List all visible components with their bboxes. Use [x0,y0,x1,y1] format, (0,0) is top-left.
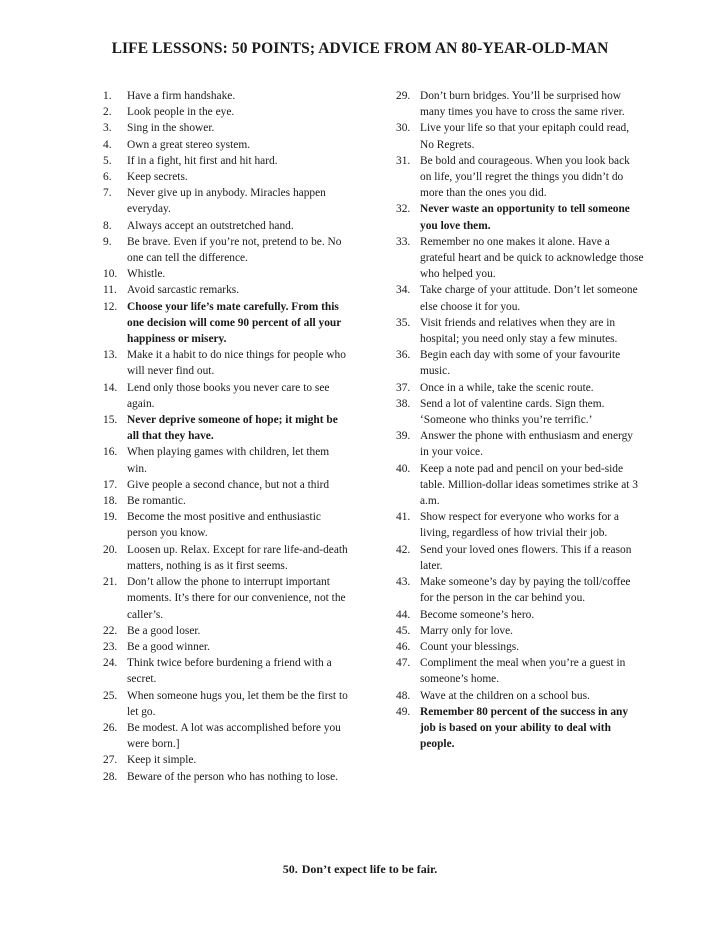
list-item [103,299,351,348]
item-number: 12. [103,300,118,313]
item-text: Send a lot of valentine cards. Sign them. ‘Someone who thinks you’re terrific.’ [420,397,605,427]
list-item [103,412,351,444]
item-text: Become the most positive and enthusiastic person you know. [127,511,321,540]
list-item [396,623,644,639]
page-title: LIFE LESSONS: 50 POINTS; ADVICE FROM AN 80-YEAR-OLD-MAN [111,40,609,57]
item-number: 25. [103,689,118,702]
list-item [103,234,351,266]
list-item [103,752,351,768]
item-number: 28. [103,770,118,783]
item-number: 34. [396,284,411,297]
item-number: 33. [396,235,411,248]
item-text: Never deprive someone of hope; it might be all that they have. [127,414,338,443]
item-text: Be a good loser. [127,624,201,637]
final-lesson-text: Don’t expect life to be fair. [301,862,438,876]
item-number: 49. [396,705,411,718]
item-number: 42. [396,543,411,556]
item-number: 10. [103,268,118,281]
item-number: 9. [103,235,112,248]
item-number: 27. [103,754,118,767]
item-text: Don’t allow the phone to interrupt important moments. It’s there for our convenience, not the caller’s. [127,576,346,621]
item-text: Remember 80 percent of the success in any job is based on your ability to deal with people. [420,705,629,751]
item-text: Lend only those books you never care to see again. [127,381,330,410]
list-item [103,266,351,282]
item-number: 6. [103,171,112,184]
item-number: 13. [103,349,118,362]
item-text: Beware of the person who has nothing to lose. [127,770,338,783]
item-text: Don’t burn bridges. You’ll be surprised how many times you have to cross the same river. [420,90,625,119]
final-lesson-number: 50. [282,862,298,876]
item-text: Avoid sarcastic remarks. [127,284,240,297]
item-number: 20. [103,543,118,556]
list-item [103,639,351,655]
item-number: 43. [396,576,411,589]
item-number: 8. [103,219,112,232]
list-item [396,461,644,510]
list-item [103,769,351,785]
item-number: 5. [103,154,112,167]
list-item [103,218,351,234]
item-number: 48. [396,689,411,702]
list-item [396,347,644,379]
list-item [103,720,351,752]
item-number: 44. [396,608,411,621]
item-number: 47. [396,657,411,670]
list-item [396,88,644,120]
list-item [103,509,351,541]
item-text: Sing in the shower. [127,122,215,135]
item-text: Own a great stereo system. [127,138,251,151]
item-text: Never give up in anybody. Miracles happen everyday. [127,187,326,216]
list-item [396,282,644,314]
item-number: 40. [396,462,411,475]
final-lesson [0,862,720,877]
list-item [103,137,351,153]
item-text: Be a good winner. [127,640,210,653]
list-item [396,509,644,541]
list-item [396,380,644,396]
list-item [103,282,351,298]
list-item [103,104,351,120]
item-number: 30. [396,122,411,135]
item-text: Take charge of your attitude. Don’t let someone else choose it for you. [420,284,638,313]
item-number: 35. [396,316,411,329]
list-item [103,347,351,379]
item-text: Choose your life’s mate carefully. From this one decision will come 90 percent of all your happiness or misery. [127,300,342,346]
item-text: Keep a note pad and pencil on your bed-side table. Million-dollar ideas sometimes strike at 3 a.m. [420,462,638,508]
item-text: Have a firm handshake. [127,90,236,102]
item-text: Count your blessings. [420,640,520,653]
item-text: Loosen up. Relax. Except for rare life-and-death matters, nothing is as it first seems. [127,543,348,572]
list-item [103,120,351,136]
item-text: Send your loved ones flowers. This if a reason later. [420,543,632,572]
item-text: When someone hugs you, let them be the first to let go. [127,689,348,718]
list-item [103,574,351,623]
item-number: 18. [103,495,118,508]
item-number: 45. [396,624,411,637]
item-text: Be romantic. [127,495,186,508]
list-item [396,688,644,704]
item-number: 29. [396,90,411,102]
item-text: Visit friends and relatives when they are in hospital; you need only stay a few minutes. [420,316,618,346]
item-number: 3. [103,122,112,135]
item-text: Keep it simple. [127,754,197,767]
list-item [396,153,644,202]
list-item [396,234,644,283]
list-item [103,477,351,493]
item-number: 31. [396,154,411,167]
item-text: Whistle. [127,268,166,281]
item-text: Marry only for love. [420,624,513,637]
item-number: 14. [103,381,118,394]
item-number: 39. [396,430,411,443]
item-number: 24. [103,657,118,670]
item-number: 1. [103,90,112,102]
item-text: Think twice before burdening a friend with a secret. [127,657,332,686]
item-text: Become someone’s hero. [420,608,535,621]
item-number: 22. [103,624,118,637]
item-text: Always accept an outstretched hand. [127,219,294,232]
item-number: 15. [103,414,118,427]
item-text: Remember no one makes it alone. Have a grateful heart and be quick to acknowledge those who helped you. [420,235,644,281]
item-number: 19. [103,511,118,524]
list-item [396,201,644,233]
item-text: Wave at the children on a school bus. [420,689,590,702]
item-number: 26. [103,721,118,734]
list-item [103,655,351,687]
item-text: Keep secrets. [127,171,188,184]
list-item [396,428,644,460]
item-text: Be brave. Even if you’re not, pretend to be. No one can tell the difference. [127,235,342,265]
item-number: 38. [396,397,411,410]
list-item [396,542,644,574]
item-number: 21. [103,576,118,589]
list-item [396,704,644,753]
list-item [396,655,644,687]
item-text: Once in a while, take the scenic route. [420,381,594,394]
item-number: 41. [396,511,411,524]
item-number: 23. [103,640,118,653]
item-number: 46. [396,640,411,653]
item-text: Be bold and courageous. When you look back on life, you’ll regret the things you didn’t do more than the ones you did. [420,154,630,200]
item-number: 36. [396,349,411,362]
list-item [103,88,351,104]
item-text: Make it a habit to do nice things for people who will never find out. [127,349,346,378]
list-item [103,169,351,185]
list-item [103,185,351,217]
list-item [396,120,644,152]
item-number: 16. [103,446,118,459]
item-text: When playing games with children, let them win. [127,446,330,475]
item-text: Answer the phone with enthusiasm and energy in your voice. [420,430,634,459]
item-text: Compliment the meal when you’re a guest in someone’s home. [420,657,626,686]
item-number: 7. [103,187,112,200]
list-item [103,623,351,639]
item-number: 17. [103,478,118,491]
list-item [103,153,351,169]
list-item [103,688,351,720]
list-item [396,574,644,606]
item-number: 4. [103,138,112,151]
item-text: Make someone’s day by paying the toll/coffee for the person in the car behind you. [420,576,631,605]
item-text: Begin each day with some of your favourite music. [420,349,621,378]
item-text: Live your life so that your epitaph could read, No Regrets. [420,122,630,151]
item-number: 37. [396,381,411,394]
right-column [396,88,644,752]
item-number: 2. [103,106,112,119]
item-text: Give people a second chance, but not a third [127,478,330,491]
left-column [103,88,351,785]
list-item [396,607,644,623]
list-item [396,639,644,655]
list-item [396,396,644,428]
item-number: 11. [103,284,117,297]
item-text: Never waste an opportunity to tell someone you love them. [420,203,630,232]
item-text: Be modest. A lot was accomplished before you were born.] [127,721,341,751]
list-item [396,315,644,347]
list-item [103,444,351,476]
item-text: Look people in the eye. [127,106,235,119]
list-item [103,493,351,509]
list-item [103,380,351,412]
list-item [103,542,351,574]
item-number: 32. [396,203,411,216]
item-text: Show respect for everyone who works for a living, regardless of how trivial their job. [420,511,619,540]
item-text: If in a fight, hit first and hit hard. [127,154,278,167]
